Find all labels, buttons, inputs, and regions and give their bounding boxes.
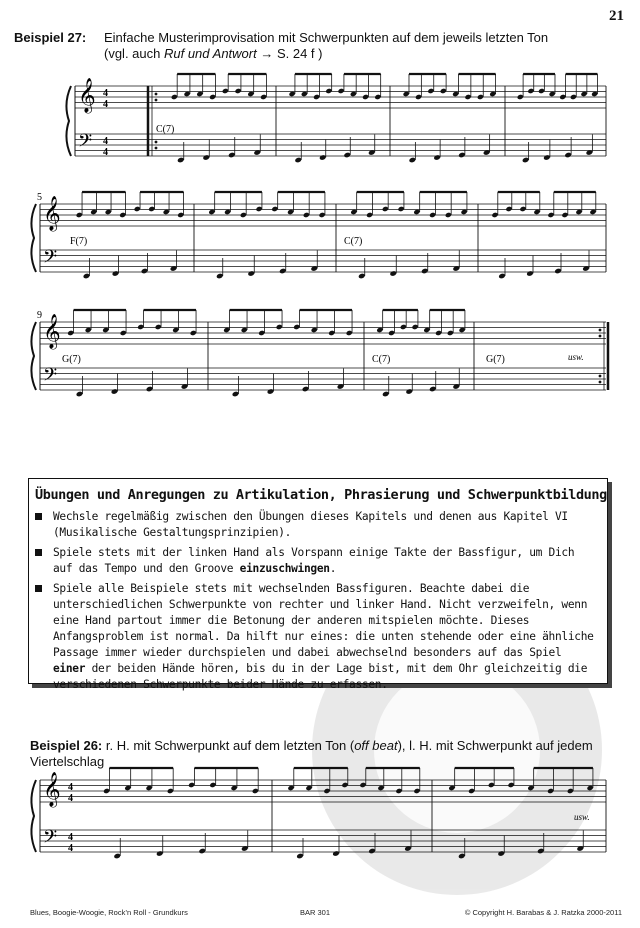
- treble-clef-icon: 𝄞: [78, 78, 96, 113]
- system-number-9: 9: [37, 310, 42, 321]
- time-signature: 4: [103, 99, 108, 110]
- chord-c7-2: C(7): [344, 236, 363, 247]
- chord-c7-3: C(7): [372, 354, 391, 365]
- chord-f7: F(7): [70, 236, 88, 247]
- line2-italic: Ruf und Antwort: [163, 46, 257, 61]
- chord-c7-1: C(7): [156, 124, 175, 135]
- box-item-2-end: .: [329, 562, 337, 575]
- bass-clef-icon: 𝄢: [43, 365, 58, 390]
- time-signature: 4: [68, 843, 73, 854]
- system-1: [66, 74, 606, 163]
- box-item-3-end: der beiden Hände hören, bis du in der Lage bist, mit dem Ohr gleichzeitig die verschiedenen Schwerpunkte beider Hände zu erfassen.: [53, 662, 588, 691]
- box-item-1: [35, 509, 599, 541]
- bass-clef-icon: 𝄢: [78, 131, 93, 156]
- repeat-dot: [599, 329, 602, 332]
- footer-book-title: Blues, Boogie-Woogie, Rock’n Roll - Grundkurs: [30, 908, 188, 917]
- example-27-text-line1: Einfache Musterimprovisation mit Schwerpunkten auf dem jeweils letzten Ton: [104, 30, 549, 45]
- time-signature: 4: [68, 832, 73, 843]
- chord-g7-2: G(7): [486, 354, 505, 365]
- time-signature: 4: [103, 147, 108, 158]
- bass-clef-icon: 𝄢: [43, 247, 58, 272]
- repeat-dot: [155, 93, 158, 96]
- example-27-label: Beispiel 27:: [14, 30, 87, 45]
- box-item-1-text: Wechsle regelmäßig zwischen den Übungen dieses Kapitels und denen aus Kapitel VI (Musikalische Gestaltungsprinzipien).: [53, 510, 568, 539]
- repeat-dot: [599, 381, 602, 384]
- box-item-2-bold: einzuschwingen: [239, 562, 330, 575]
- brace: [31, 322, 36, 390]
- bass-clef-icon: 𝄢: [43, 827, 58, 852]
- repeat-dot: [155, 99, 158, 102]
- repeat-dot: [155, 141, 158, 144]
- line2-suffix: → S. 24 f ): [256, 46, 323, 61]
- usw-marker-1: usw.: [568, 352, 584, 362]
- bullet-square-icon: [35, 549, 42, 556]
- box-item-2: [35, 545, 599, 577]
- box-title: Übungen und Anregungen zu Artikulation, Phrasierung und Schwerpunktbildung: [35, 487, 607, 503]
- example-26-label: Beispiel 26:: [30, 738, 103, 753]
- usw-marker-2: usw.: [574, 812, 590, 822]
- example-26-score: [0, 752, 640, 902]
- chord-g7: G(7): [62, 354, 81, 365]
- repeat-dot: [599, 375, 602, 378]
- footer-copyright: © Copyright H. Barabas & J. Ratzka 2000-2011: [464, 908, 622, 917]
- brace: [31, 780, 36, 852]
- treble-clef-icon: 𝄞: [43, 196, 61, 231]
- time-signature: 4: [103, 136, 108, 147]
- repeat-dot: [155, 147, 158, 150]
- footer-catalog-number: BAR 301: [300, 908, 331, 917]
- system-3: [31, 310, 608, 397]
- system-number-5: 5: [37, 192, 42, 203]
- example-26-text-end: ), l. H. mit Schwerpunkt auf jedem Viertelschlag: [30, 738, 593, 769]
- box-item-3: [35, 581, 599, 693]
- box-item-3-bold: einer: [53, 662, 86, 675]
- system-2: [31, 192, 606, 279]
- time-signature: 4: [103, 88, 108, 99]
- time-signature: 4: [68, 793, 73, 804]
- time-signature: 4: [68, 782, 73, 793]
- repeat-dot: [599, 335, 602, 338]
- brace: [31, 204, 36, 272]
- brace: [66, 86, 71, 156]
- box-item-3-text: Spiele alle Beispiele stets mit wechselnden Bassfiguren. Beachte dabei die unterschiedlichen Schwerpunkte von rechter und linker Hand. Nicht verzweifeln, wenn eine Hand partout immer die Betonung der anderen mitspielen möchte. Dieses Anfangsproblem ist normal. Da hilft nur eines: die unten stehende oder eine ähnliche Passage immer wieder durchspielen und dabei abwechselnd besonders auf das Spiel: [53, 582, 594, 659]
- example-26-text: r. H. mit Schwerpunkt auf dem letzten Ton (: [102, 738, 355, 753]
- system-4: [31, 768, 606, 859]
- example-26-italic: off beat: [354, 738, 398, 753]
- exercise-box: [28, 478, 608, 691]
- treble-clef-icon: 𝄞: [43, 772, 61, 807]
- line2-prefix: (vgl. auch: [104, 46, 164, 61]
- box-item-2-text: Spiele stets mit der linken Hand als Vorspann einige Takte der Bassfigur, um Dich auf das Tempo und den Groove: [53, 546, 575, 575]
- bullet-square-icon: [35, 513, 42, 520]
- page-number: 21: [609, 8, 624, 24]
- example-27-score: [0, 50, 640, 470]
- box-list: [29, 509, 607, 693]
- treble-clef-icon: 𝄞: [43, 314, 61, 349]
- bullet-square-icon: [35, 585, 42, 592]
